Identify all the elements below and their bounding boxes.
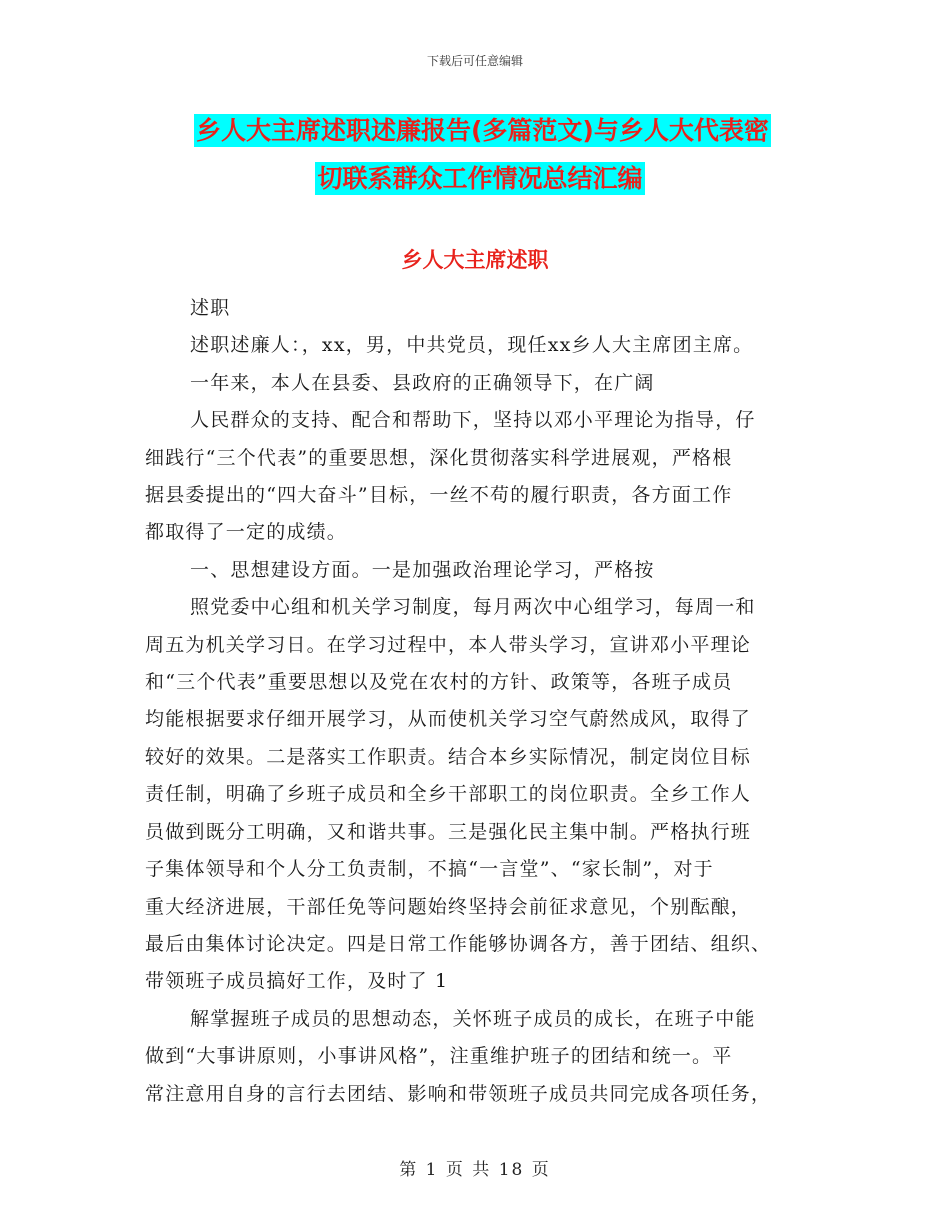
paragraph-line: 带领班子成员搞好工作，及时了 1 bbox=[145, 970, 449, 993]
paragraph-line: 常注意用自身的言行去团结、影响和带领班子成员共同完成各项任务， bbox=[145, 1082, 772, 1105]
paragraph-line: 员做到既分工明确，又和谐共事。三是强化民主集中制。严格执行班 bbox=[145, 820, 752, 843]
paragraph-line: 责任制，明确了乡班子成员和全乡干部职工的岗位职责。全乡工作人 bbox=[145, 783, 752, 806]
paragraph-line: 较好的效果。二是落实工作职责。结合本乡实际情况，制定岗位目标 bbox=[145, 745, 752, 768]
paragraph-line: 子集体领导和个人分工负责制，不搞“一言堂”、“家长制”，对于 bbox=[145, 858, 714, 881]
body-text bbox=[145, 290, 805, 1113]
section-heading: 乡人大主席述职 bbox=[401, 248, 549, 272]
paragraph-line: 述职述廉人：，xx，男，中共党员，现任xx乡人大主席团主席。 bbox=[190, 334, 754, 357]
paragraph-line: 细践行“三个代表”的重要思想，深化贯彻落实科学进展观，严格根 bbox=[145, 446, 733, 469]
paragraph-line: 一年来，本人在县委、县政府的正确领导下，在广阔 bbox=[190, 371, 655, 394]
title-line-2: 切联系群众工作情况总结汇编 bbox=[317, 164, 643, 193]
paragraph-line: 都取得了一定的成绩。 bbox=[145, 521, 348, 544]
paragraph-line: 周五为机关学习日。在学习过程中，本人带头学习，宣讲邓小平理论 bbox=[145, 633, 752, 656]
title-line-1: 乡人大主席述职述廉报告(多篇范文)与乡人大代表密 bbox=[196, 116, 769, 145]
paragraph-line: 最后由集体讨论决定。四是日常工作能够协调各方，善于团结、组织、 bbox=[145, 932, 772, 955]
page-number: 第 1 页 共 18 页 bbox=[399, 1160, 551, 1180]
paragraph-line: 据县委提出的“四大奋斗”目标，一丝不苟的履行职责，各方面工作 bbox=[145, 484, 733, 507]
paragraph-line: 重大经济进展，干部任免等问题始终坚持会前征求意见，个别酝酿， bbox=[145, 895, 752, 918]
paragraph-line: 照党委中心组和机关学习制度，每月两次中心组学习，每周一和 bbox=[190, 596, 756, 619]
paragraph-line: 解掌握班子成员的思想动态，关怀班子成员的成长，在班子中能 bbox=[190, 1007, 756, 1030]
paragraph-line: 一、思想建设方面。一是加强政治理论学习，严格按 bbox=[190, 558, 655, 581]
paragraph-line: 均能根据要求仔细开展学习，从而使机关学习空气蔚然成风，取得了 bbox=[145, 708, 752, 731]
paragraph-line: 人民群众的支持、配合和帮助下，坚持以邓小平理论为指导，仔 bbox=[190, 409, 756, 432]
page-header-note: 下载后可任意编辑 bbox=[426, 54, 523, 68]
document-title bbox=[150, 108, 810, 202]
paragraph-line: 和“三个代表”重要思想以及党在农村的方针、政策等，各班子成员 bbox=[145, 671, 733, 694]
paragraph-line: 述职 bbox=[190, 297, 231, 319]
paragraph-line: 做到“大事讲原则，小事讲风格”，注重维护班子的团结和统一。平 bbox=[145, 1045, 733, 1068]
